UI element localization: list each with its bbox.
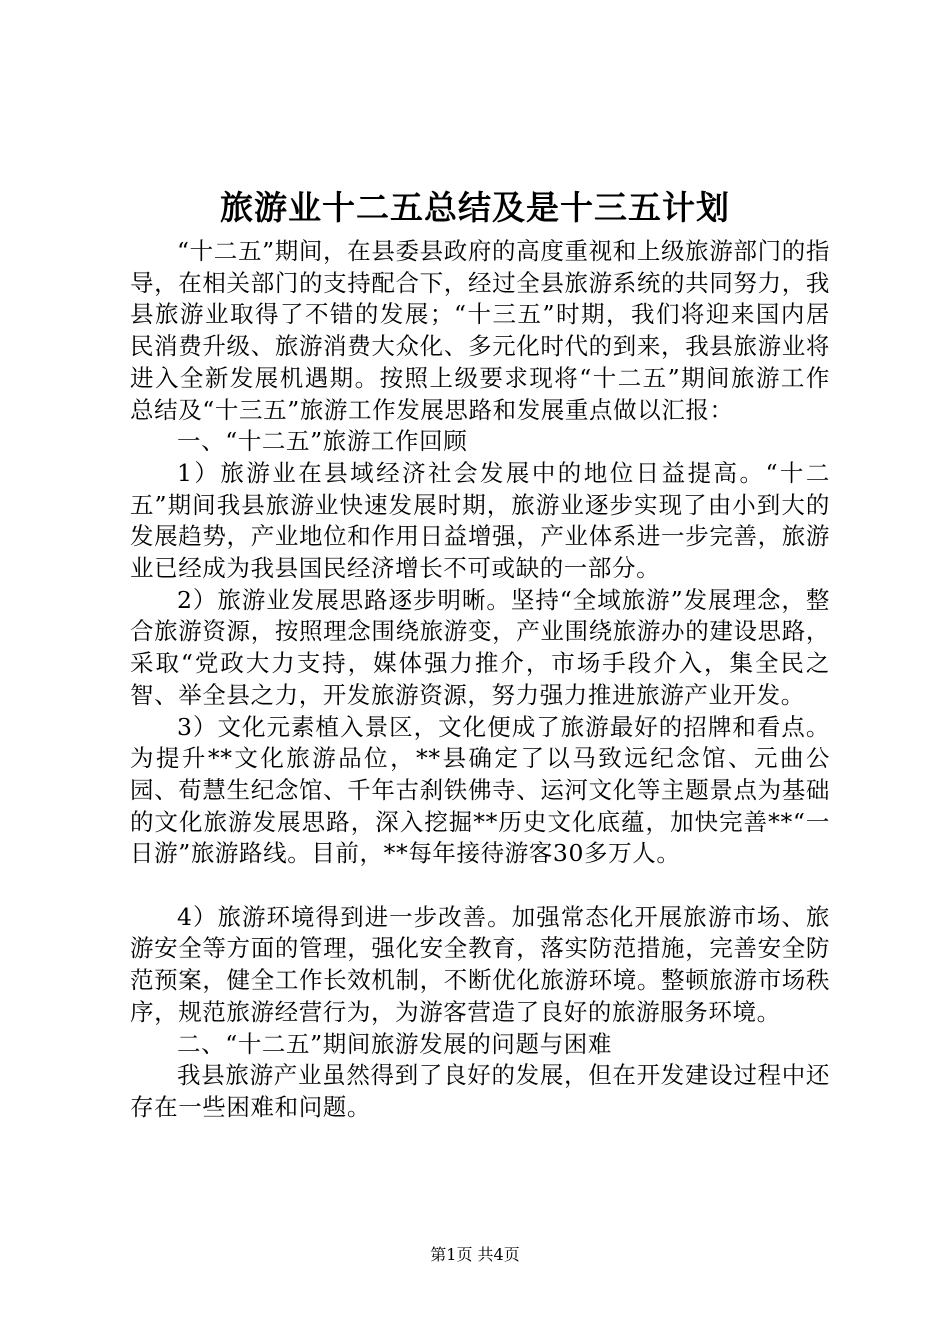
page-number-footer: 第1页 共4页: [430, 1245, 520, 1264]
section-heading-review: 一、“十二五”旅游工作回顾: [177, 427, 468, 456]
review-item-2: 2）旅游业发展思路逐步明晰。坚持“全域旅游”发展理念，整合旅游资源，按照理念围绕旅游变，产业围绕旅游办的建设思路，采取“党政大力支持，媒体强力推介，市场手段介入，集全民之智、举全县之力，开发旅游资源，努力强力推进旅游产业开发。: [130, 585, 830, 709]
document-body: [130, 236, 830, 1124]
review-item-3: 3）文化元素植入景区，文化便成了旅游最好的招牌和看点。为提升**文化旅游品位，**县确定了以马致远纪念馆、元曲公园、荀慧生纪念馆、千年古刹铁佛寺、运河文化等主题景点为基础的文化旅游发展思路，深入挖掘**历史文化底蕴，加快完善**“一日游”旅游路线。目前，**每年接待游客30多万人。: [130, 712, 830, 868]
review-item-4: 4）旅游环境得到进一步改善。加强常态化开展旅游市场、旅游安全等方面的管理，强化安全教育，落实防范措施，完善安全防范预案，健全工作长效机制，不断优化旅游环境。整顿旅游市场秩序，规范旅游经营行为，为游客营造了良好的旅游服务环境。: [130, 902, 830, 1026]
paragraph-gap: [130, 870, 830, 902]
section-heading-problems: 二、“十二五”期间旅游发展的问题与困难: [177, 1029, 612, 1058]
problems-intro-paragraph: 我县旅游产业虽然得到了良好的发展，但在开发建设过程中还存在一些困难和问题。: [130, 1061, 830, 1121]
intro-paragraph: “十二五”期间，在县委县政府的高度重视和上级旅游部门的指导，在相关部门的支持配合下，经过全县旅游系统的共同努力，我县旅游业取得了不错的发展；“十三五”时期，我们将迎来国内居民消费升级、旅游消费大众化、多元化时代的到来，我县旅游业将进入全新发展机遇期。按照上级要求现将“十二五”期间旅游工作总结及“十三五”旅游工作发展思路和发展重点做以汇报：: [130, 237, 830, 424]
review-item-1: 1）旅游业在县域经济社会发展中的地位日益提高。“十二五”期间我县旅游业快速发展时期，旅游业逐步实现了由小到大的发展趋势，产业地位和作用日益增强，产业体系进一步完善，旅游业已经成为我县国民经济增长不可或缺的一部分。: [130, 458, 830, 583]
document-title: 旅游业十二五总结及是十三五计划: [220, 188, 730, 227]
